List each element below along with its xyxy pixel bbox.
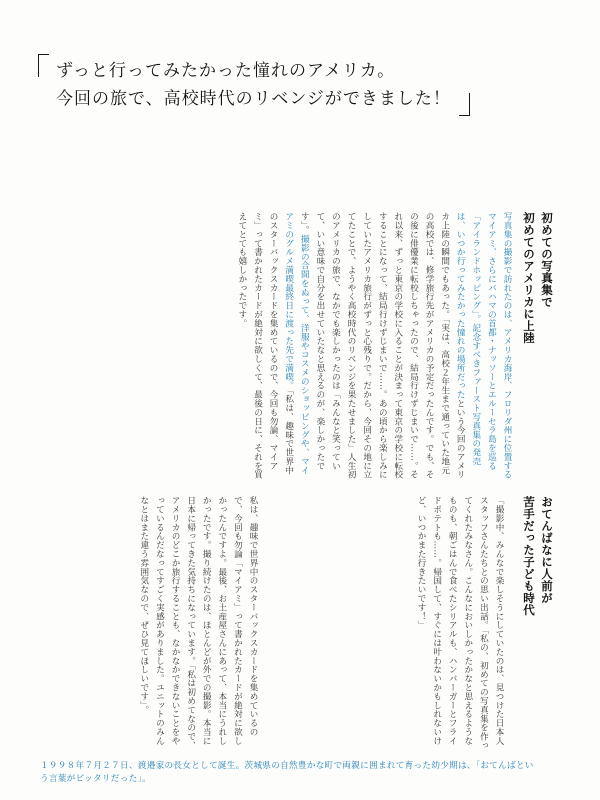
section1-body-lower-left bbox=[32, 496, 260, 752]
section1-heading-line2: 初めてのアメリカに上陸 bbox=[522, 212, 536, 344]
pull-quote-line-1: ずっと行ってみたかった憧れのアメリカ。 bbox=[56, 61, 396, 81]
section1-body-upper bbox=[56, 212, 514, 482]
quote-bracket-close bbox=[459, 93, 470, 116]
section1-memories-text: 「撮影中、みんなで楽しそうにしていたのは、見つけた日本人スタッフさんたちとの思い出話。「私の、初めての写真集を作ってくれたみなさん。こんなにおいしかったかなと思えるようなものも、朝ごはんで食べたシリアルも、ハンバーガーとフライドポテトも……。帰国して、すぐには叶わないかもしれないけど、いつかまた行きたいです！」 bbox=[416, 496, 504, 750]
section1-intro-highlight: 写真集の撮影で訪れたのは、アメリカ海岸、フロリダ州に位置するマイアミ、さらにバハマの首都・ナッソーとエルーセラ島を巡る「アイランドホッピング」。記念すべきファースト写真集の発売は、いつか行ってみたかった憧れの場所だった bbox=[455, 212, 512, 479]
section1-body-lower-right bbox=[262, 496, 506, 752]
section1-shopping-highlight: 撮影の合間をぬって、洋服やコスメのショッピングや、マイアミのグルメ満喫最終日に渡った先で満喫。 bbox=[283, 212, 310, 475]
section1-filming-text: 撮り続けたのは、ほとんどが外での撮影。本当に日本に帰ってきた気持ちになっています。「私は初めてなので、アメリカのどこか旅行することも、なかなかできないことをやっているんだなってすごく実感がありました。ユニットのみんなとはまた違う雰囲気なので、ぜひ見てほしいです」。 bbox=[138, 496, 212, 750]
section2-heading bbox=[520, 496, 556, 752]
section2-intro-highlight: １９９８年７月２７日、渡邉家の長女として誕生。茨城県の自然豊かな町で両親に囲まれて育った幼少期は、「おてんばという言葉がピッタリだった」。 bbox=[40, 761, 534, 784]
section1-shopping-text: 「私は、趣味で世界中のスターバックスカードを集めているので、今回も勿論、マイアミ」って書かれたカードが絶対に欲しくて、最後の日に、それを買えてとても嬉しかったです。 bbox=[236, 212, 294, 479]
section2-heading-line2: 苦手だった子ども時代 bbox=[522, 496, 536, 616]
pull-quote bbox=[38, 54, 470, 112]
section2-heading-line1: おてんばなに人前が bbox=[540, 496, 554, 604]
section1-heading-line1: 初めての写真集で bbox=[540, 212, 554, 308]
section1-intro-text: という今回のアメリカ上陸の瞬間でもあった。「実は、高校２年生まで通っていた地元の高校では、修学旅行先がアメリカの予定だったんです。でも、その後に俳優業に転校しちゃったので、結局行けずじまいで……。それ以来、ずっと東京の学校に入ることが決まって東京の学校に転校することになって、結局行けずじまいで……。あの頃から楽しみにしていたアメリカ旅行がずっと心残りで。だから、今回その地に立てたことで、ようやく高校時代のリベンジを果たせました」人生初のアメリカの旅で、なかでも楽しかったのは「みんなと笑っていて、いい意味で自分を出せていたなと思えるのが、楽しかったです」。 bbox=[299, 212, 466, 480]
section2-body-main bbox=[40, 760, 540, 790]
quote-bracket-open bbox=[38, 54, 49, 77]
section2-body-dummy bbox=[40, 496, 41, 497]
pull-quote-line-2: 今回の旅で、高校時代のリベンジができました！ bbox=[56, 89, 451, 109]
section1-starbucks-text: 私は、趣味で世界中のスターバックスカードを集めているので、今回も勿論「マイアミ」って書かれたカードが絶対に欲しかったんですよ。最後、お土産屋さんにあって、本当にうれしかったです。 bbox=[201, 496, 258, 746]
section1-heading bbox=[520, 212, 556, 502]
